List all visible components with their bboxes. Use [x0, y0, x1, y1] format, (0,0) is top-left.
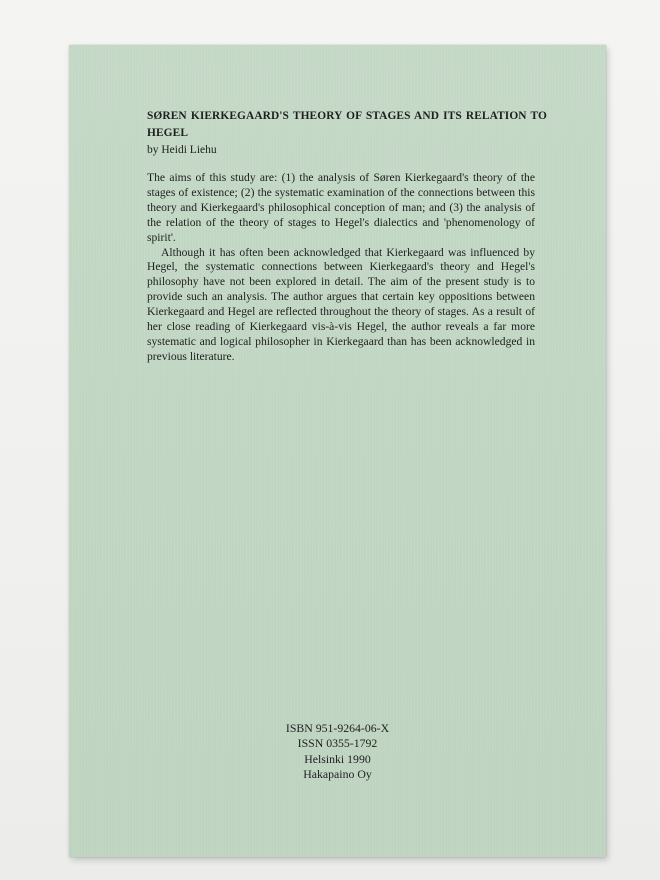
issn-line: ISSN 0355-1792 [297, 736, 378, 751]
printer-line: Hakapaino Oy [303, 767, 372, 782]
book-author: by Heidi Liehu [147, 144, 217, 156]
isbn-line: ISBN 951-9264-06-X [285, 721, 390, 735]
book-back-cover [69, 45, 606, 857]
place-year-line: Helsinki 1990 [304, 751, 371, 766]
abstract-paragraph-2: Although it has often been acknowledged that Kierkegaard was influenced by Hegel, the systematic connections between Kierkegaard's theory and Hegel's philosophy have not been explored in detail. The aim of the present study is to provide such an analysis. The author argues that certain key oppositions between Kierkegaard and Hegel are reflected throughout the theory of stages. As a result of her close reading of Kierkegaard vis-à-vis Hegel, the author reveals a far more systematic and logical philosopher in Kierkegaard than has been acknowledged in previous literature. [147, 245, 535, 363]
imprint [69, 721, 606, 783]
abstract [147, 171, 535, 365]
book-title: SØREN KIERKEGAARD'S THEORY OF STAGES AND ITS RELATION TO HEGEL [147, 110, 547, 139]
abstract-paragraph-1: The aims of this study are: (1) the analysis of Søren Kierkegaard's theory of the stages of existence; (2) the systematic examination of the connections between this theory and Kierkegaard's philosophical conception of man; and (3) the analysis of the relation of the theory of stages to Hegel's dialectics and 'phenomenology of spirit'. [147, 171, 535, 244]
